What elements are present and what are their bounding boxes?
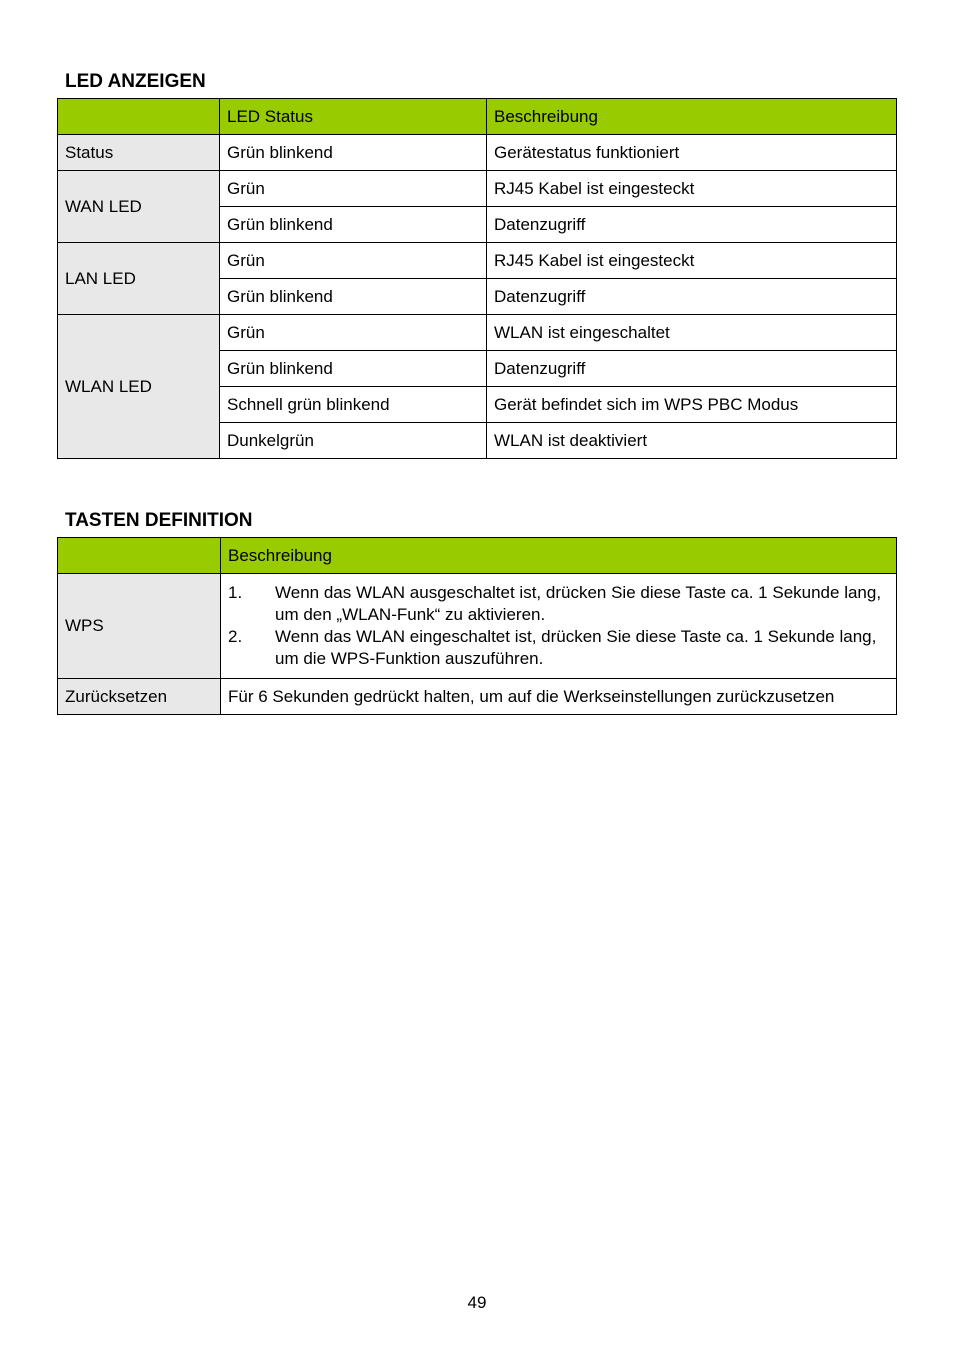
led-table [57,98,897,459]
row-label-wps: WPS [58,574,221,679]
step-number: 1. [228,583,243,602]
description-cell: RJ45 Kabel ist eingesteckt [487,171,897,207]
row-label-status: Status [58,135,220,171]
page-number: 49 [467,1293,487,1312]
header-cell-blank [58,99,220,135]
description-cell: Datenzugriff [487,351,897,387]
table-header-row [58,99,897,135]
led-status-cell: Schnell grün blinkend [220,387,487,423]
list-item [228,626,889,670]
wps-description-cell [221,574,897,679]
tasten-table [57,537,897,715]
led-section-title: LED ANZEIGEN [65,71,206,92]
led-status-cell: Dunkelgrün [220,423,487,459]
row-label-wlan-led: WLAN LED [58,315,220,459]
led-status-cell: Grün blinkend [220,135,487,171]
header-cell-beschreibung: Beschreibung [221,538,897,574]
led-status-cell: Grün [220,171,487,207]
row-label-lan-led: LAN LED [58,243,220,315]
header-cell-led-status: LED Status [220,99,487,135]
table-row [58,243,897,279]
led-status-cell: Grün blinkend [220,351,487,387]
description-cell: WLAN ist deaktiviert [487,423,897,459]
led-status-cell: Grün [220,315,487,351]
header-cell-blank [58,538,221,574]
table-row [58,315,897,351]
list-item [228,582,889,626]
description-cell: RJ45 Kabel ist eingesteckt [487,243,897,279]
table-header-row [58,538,897,574]
description-cell: Datenzugriff [487,207,897,243]
table-row [58,135,897,171]
reset-description-cell: Für 6 Sekunden gedrückt halten, um auf die Werkseinstellungen zurückzusetzen [221,679,897,715]
table-row [58,171,897,207]
tasten-section-title: TASTEN DEFINITION [65,510,253,531]
description-cell: Gerät befindet sich im WPS PBC Modus [487,387,897,423]
led-status-cell: Grün [220,243,487,279]
wps-steps-list [228,582,889,670]
step-text: Wenn das WLAN ausgeschaltet ist, drücken Sie diese Taste ca. 1 Sekunde lang, um den „WLAN-Funk“ zu aktivieren. [275,583,882,624]
description-cell: Datenzugriff [487,279,897,315]
description-cell: Gerätestatus funktioniert [487,135,897,171]
table-row [58,679,897,715]
led-status-cell: Grün blinkend [220,279,487,315]
row-label-wan-led: WAN LED [58,171,220,243]
header-cell-beschreibung: Beschreibung [487,99,897,135]
step-text: Wenn das WLAN eingeschaltet ist, drücken Sie diese Taste ca. 1 Sekunde lang, um die WPS-Funktion auszuführen. [275,627,877,668]
table-row [58,574,897,679]
row-label-reset: Zurücksetzen [58,679,221,715]
step-number: 2. [228,627,243,646]
description-cell: WLAN ist eingeschaltet [487,315,897,351]
led-status-cell: Grün blinkend [220,207,487,243]
